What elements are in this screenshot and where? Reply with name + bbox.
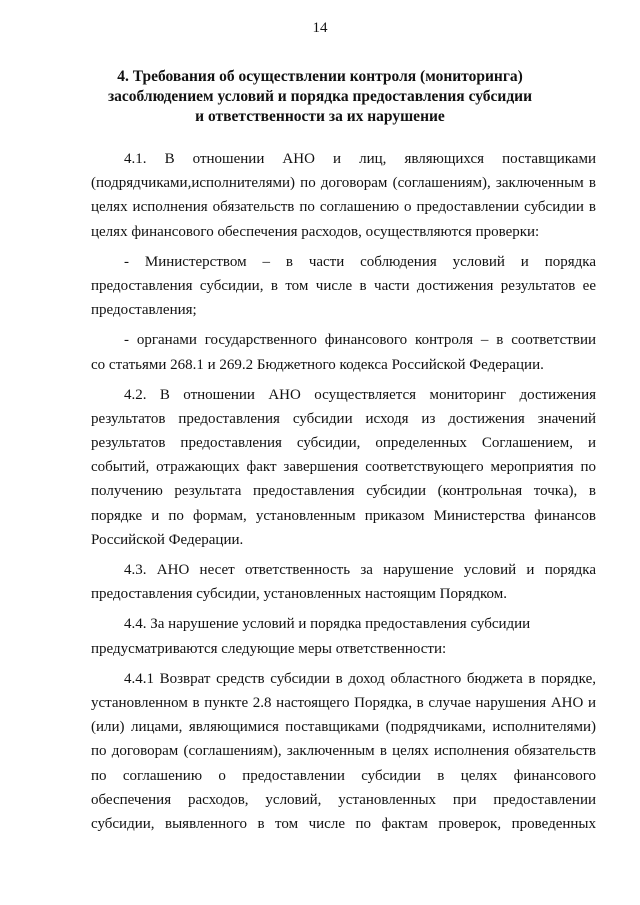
section-heading [60, 67, 580, 127]
paragraph-line: - органами государственного финансового контроля – в соответствии [124, 332, 596, 349]
paragraph-4-1 [91, 147, 596, 244]
paragraph-4-4-1 [91, 667, 596, 836]
heading-line: и ответственности за их нарушение [195, 108, 445, 125]
paragraph-line: - Министерством – в части соблюдения условий и порядка [124, 253, 596, 270]
paragraph-line: Российской Федерации. [91, 531, 244, 548]
paragraph-line: целях финансового обеспечения расходов, осуществляются проверки: [91, 223, 540, 240]
paragraph-ministry [91, 250, 596, 323]
paragraph-line: предоставления субсидии, установленных настоящим Порядком. [91, 586, 508, 603]
paragraph-line: по договорам (соглашениям), заключенным в целях исполнения обязательств [91, 743, 596, 760]
paragraph-line: 4.4.1 Возврат средств субсидии в доход областного бюджета в порядке, [124, 670, 596, 687]
paragraph-line: (подрядчиками,исполнителями) по договорам (соглашениям), заключенным в [91, 175, 596, 192]
paragraph-line: установленном в пункте 2.8 настоящего Порядка, в случае нарушения АНО и [91, 694, 596, 711]
paragraph-4-3 [91, 558, 596, 606]
paragraph-line: обеспечения расходов, условий, установленных при предоставлении [91, 791, 596, 808]
paragraph-4-2 [91, 383, 596, 552]
paragraph-line: результатов предоставления субсидии исходя из достижения значений [91, 410, 596, 427]
paragraph-line: 4.3. АНО несет ответственность за нарушение условий и порядка [124, 562, 596, 578]
paragraph-line: 4.2. В отношении АНО осуществляется мониторинг достижения [124, 386, 596, 403]
paragraph-line: предоставления субсидии, в том числе в части достижения результатов ее [91, 277, 596, 294]
paragraph-4-4 [91, 612, 596, 660]
paragraph-line: субсидии, выявленного в том числе по фактам проверок, проведенных [91, 815, 596, 832]
paragraph-line: порядке и по формам, установленным приказом Министерства финансов [91, 507, 596, 524]
paragraph-line: 4.1. В отношении АНО и лиц, являющихся поставщиками [124, 151, 596, 167]
paragraph-line: 4.4. За нарушение условий и порядка предоставления субсидии [124, 616, 531, 633]
paragraph-line: событий, отражающих факт завершения соответствующего мероприятия по [91, 459, 596, 476]
paragraph-financial-control [91, 328, 596, 376]
paragraph-line: предоставления; [91, 302, 197, 319]
paragraph-line: результатов предоставления субсидии, определенных Соглашением, и [91, 435, 596, 452]
page-number: 14 [312, 20, 328, 36]
document-body [91, 147, 596, 836]
paragraph-line: целях исполнения обязательств по соглашению о предоставлении субсидии в [91, 199, 596, 216]
paragraph-line: по соглашению о предоставлении субсидии в целях финансового [91, 767, 596, 784]
heading-line: 4. Требования об осуществлении контроля (мониторинга) [117, 68, 523, 85]
heading-line: засоблюдением условий и порядка предоставления субсидии [107, 88, 533, 105]
paragraph-line: получению результата предоставления субсидии (контрольная точка), в [91, 483, 596, 500]
paragraph-line: предусматриваются следующие меры ответственности: [91, 640, 447, 657]
paragraph-line: со статьями 268.1 и 269.2 Бюджетного кодекса Российской Федерации. [91, 356, 544, 373]
paragraph-line: (или) лицами, являющимися поставщиками (подрядчиками, исполнителями) [91, 719, 596, 736]
